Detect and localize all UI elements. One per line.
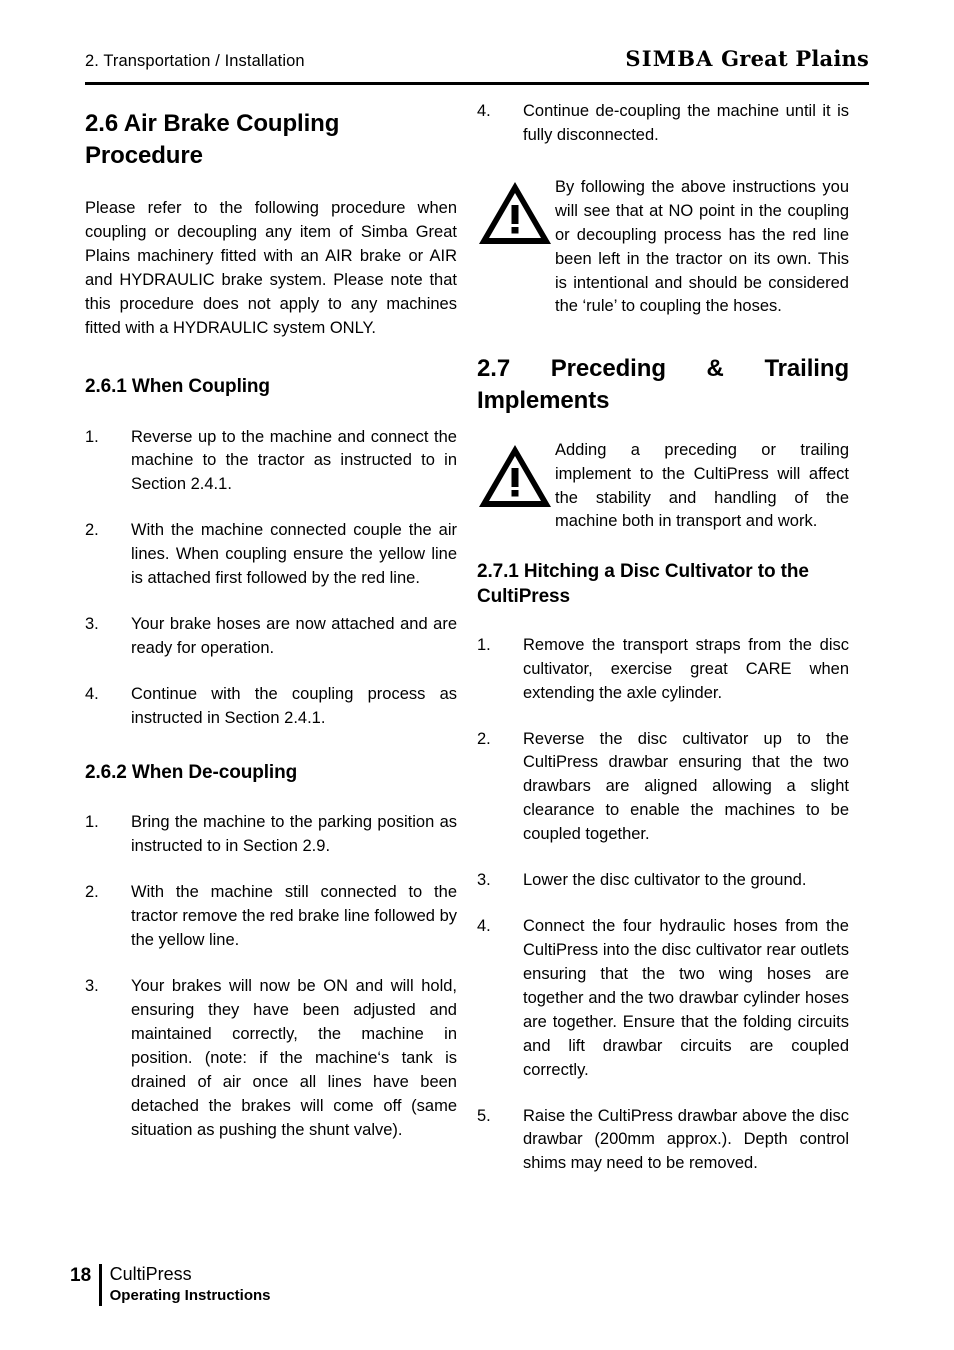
header-divider <box>85 82 869 85</box>
footer-doc-type: Operating Instructions <box>109 1287 271 1304</box>
list-item <box>85 881 457 953</box>
list-item-number: 4. <box>85 684 99 703</box>
list-item-number: 3. <box>477 871 491 890</box>
list-item-number: 1. <box>85 813 99 832</box>
header-section-title: 2. Transportation / Installation <box>85 52 305 70</box>
list-item <box>477 100 849 148</box>
list-item <box>477 728 849 848</box>
list-item-number: 3. <box>85 977 99 996</box>
list-item-number: 2. <box>85 883 99 902</box>
footer-divider <box>99 1264 102 1306</box>
list-item <box>477 1105 849 1177</box>
list-item <box>85 519 457 591</box>
warning-text: By following the above instructions you will see that at NO point in the coupling or decoupling process has the red line been left in the tractor on its own. This is intentional and should be considered the ‘rule’ to coupling the hoses. <box>555 177 849 316</box>
list-item-number: 2. <box>85 521 99 540</box>
list-item-text: Remove the transport straps from the disc cultivator, exercise great CARE when extending the axle cylinder. <box>523 635 849 702</box>
warning-block-coupling <box>477 176 849 320</box>
list-item-text: Raise the CultiPress drawbar above the disc drawbar (200mm approx.). Depth control shims may need to be removed. <box>523 1106 849 1173</box>
heading-2-7-1: 2.7.1 Hitching a Disc Cultivator to the CultiPress <box>477 561 809 608</box>
list-item-text: With the machine connected couple the air lines. When coupling ensure the yellow line is attached first followed by the red line. <box>131 521 457 588</box>
warning-text: Adding a preceding or trailing implement to the CultiPress will affect the stability and handling of the machine both in transport and work. <box>555 440 849 531</box>
heading-2-7: 2.7 Preceding & Trailing Implements <box>477 355 849 415</box>
page-footer <box>70 1264 271 1306</box>
list-item-number: 4. <box>477 917 491 936</box>
list-item-number: 4. <box>477 102 491 120</box>
list-item-text: Your brake hoses are now attached and are ready for operation. <box>131 615 457 658</box>
heading-2-6: 2.6 Air Brake Coupling Procedure <box>85 110 340 169</box>
brand-great-plains: Great Plains <box>721 46 869 71</box>
footer-text <box>110 1264 271 1306</box>
intro-paragraph: Please refer to the following procedure when coupling or decoupling any item of Simba Great Plains machinery fitted with an AIR brake or AIR and HYDRAULIC brake system. Please note that this procedure does not apply to any machines fitted with a HYDRAULIC system ONLY. <box>85 199 457 337</box>
list-item-number: 5. <box>477 1106 491 1125</box>
right-column <box>477 100 849 1176</box>
heading-2-6-2: 2.6.2 When De-coupling <box>85 761 298 783</box>
list-item <box>85 811 457 859</box>
list-item <box>85 426 457 498</box>
list-item-number: 1. <box>85 427 99 446</box>
list-item-text: Continue with the coupling process as instructed in Section 2.4.1. <box>131 684 457 727</box>
list-item-text: Reverse up to the machine and connect the machine to the tractor as instructed to in Section 2.4.1. <box>131 427 457 494</box>
list-item-text: Bring the machine to the parking position as instructed to in Section 2.9. <box>131 813 457 856</box>
list-item-number: 2. <box>477 729 491 748</box>
warning-triangle-icon <box>477 439 555 514</box>
list-item-text: Your brakes will now be ON and will hold, ensuring they have been adjusted and maintained correctly, the machine in position. (note: if the machine‘s tank is drained of air once all lines have been detached the brakes will come off (same situation as pushing the shunt valve). <box>131 977 457 1139</box>
list-item <box>477 869 849 893</box>
list-item <box>477 915 849 1082</box>
heading-2-6-1: 2.6.1 When Coupling <box>85 375 270 397</box>
left-column <box>85 100 457 1143</box>
list-item <box>85 683 457 731</box>
page-header <box>85 46 869 71</box>
list-item <box>85 613 457 661</box>
warning-triangle-icon <box>477 176 555 251</box>
list-item-number: 3. <box>85 615 99 634</box>
footer-product: CultiPress <box>109 1264 192 1285</box>
list-item-text: With the machine still connected to the tractor remove the red brake line followed by the yellow line. <box>131 883 457 950</box>
list-item-number: 1. <box>477 635 491 654</box>
list-item-text: Lower the disc cultivator to the ground. <box>523 871 807 890</box>
list-item <box>85 975 457 1142</box>
list-item-text: Reverse the disc cultivator up to the CultiPress drawbar ensuring that the two drawbars are aligned allowing a slight clearance to enable the machines to be coupled together. <box>523 729 849 844</box>
list-item <box>477 634 849 706</box>
list-item-text: Continue de-coupling the machine until it is fully disconnected. <box>523 102 849 144</box>
brand-logo <box>625 46 869 71</box>
brand-simba: SIMBA <box>625 46 714 71</box>
list-item-text: Connect the four hydraulic hoses from the CultiPress into the disc cultivator rear outlets ensuring that the two wing hoses are together and the two drawbar cylinder hoses are together. Ensure that the folding circuits and lift drawbar circuits are coupled correctly. <box>523 917 849 1079</box>
page-number: 18 <box>70 1265 92 1287</box>
warning-block-implements <box>477 439 849 535</box>
